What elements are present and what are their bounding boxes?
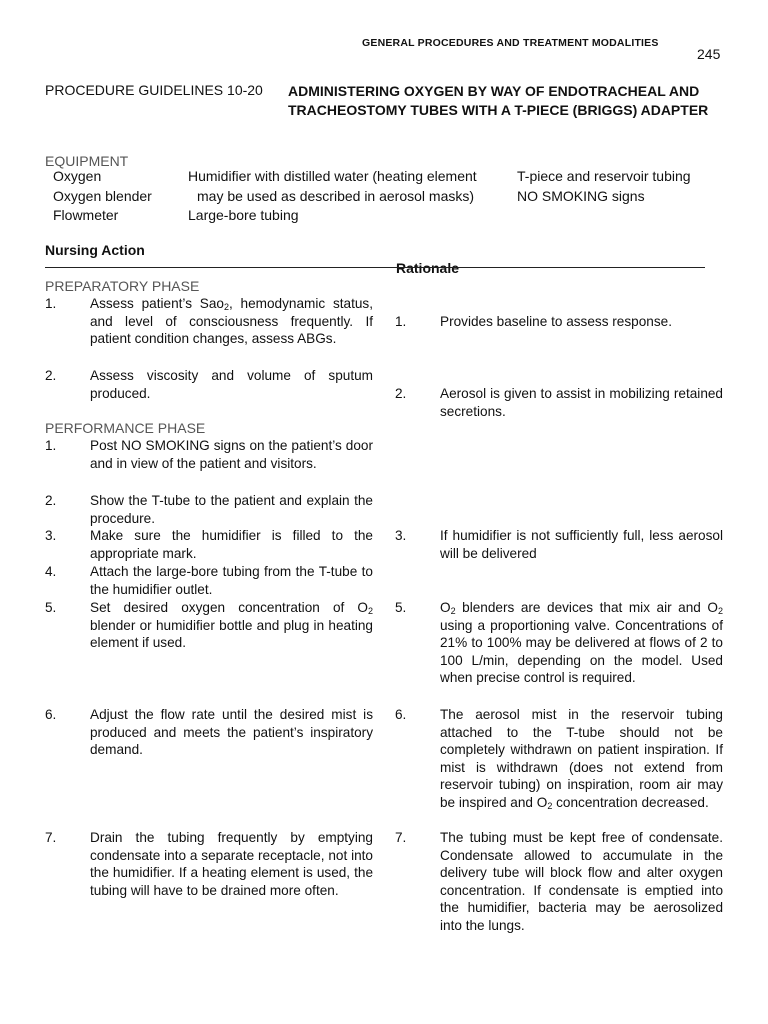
action-text: Drain the tubing frequently by emptying condensate into a separate receptacle, not into the humidifier. If a heating element is used, the tubing will have to be drained more often. bbox=[90, 830, 373, 898]
action-number: 2. bbox=[45, 493, 57, 508]
rationale-number: 1. bbox=[395, 314, 407, 329]
equipment-heading: EQUIPMENT bbox=[45, 153, 129, 169]
equipment-item: may be used as described in aerosol masks) bbox=[197, 188, 475, 204]
action-text: Show the T-tube to the patient and explain the procedure. bbox=[90, 493, 373, 526]
rationale-text: Provides baseline to assess response. bbox=[440, 314, 672, 329]
performance-phase-heading: PERFORMANCE PHASE bbox=[45, 420, 206, 436]
action-number: 4. bbox=[45, 564, 57, 579]
action-text: Attach the large-bore tubing from the T-tube to the humidifier outlet. bbox=[90, 564, 373, 597]
action-number: 7. bbox=[45, 830, 57, 845]
running-head: GENERAL PROCEDURES AND TREATMENT MODALITIES bbox=[362, 37, 659, 49]
page-number: 245 bbox=[697, 46, 721, 62]
rationale-number: 5. bbox=[395, 600, 407, 615]
rationale-text: If humidifier is not sufficiently full, less aerosol will be delivered bbox=[440, 528, 723, 561]
rationale-text: $O_2$ blenders are devices that mix air and $O_2$ using a proportioning valve. Concentrations of 21% to 100% may be delivered at flows of 2 to 100 L/min, depending on the model. Used when precise control is required. bbox=[440, 600, 723, 686]
action-number: 6. bbox=[45, 707, 57, 722]
header-rule bbox=[45, 267, 705, 268]
action-text: Post NO SMOKING signs on the patient’s door and in view of the patient and visitors. bbox=[90, 438, 373, 471]
action-text: Set desired oxygen concentration of $O_2$ blender or humidifier bottle and plug in heating element if used. bbox=[90, 600, 373, 651]
rationale-text: The aerosol mist in the reservoir tubing attached to the T-tube should not be completely withdrawn on patient inspiration. If mist is withdrawn (does not extend from reservoir tubing) on inspiration, room air may be inspired and $O_2$ concentration decreased. bbox=[440, 707, 723, 811]
rationale-number: 7. bbox=[395, 830, 407, 845]
rationale-text: The tubing must be kept free of condensate. Condensate allowed to accumulate in the delivery tube will block flow and alter oxygen concentration. If condensate is emptied into the humidifier, bacteria may be aerosolized into the lungs. bbox=[440, 830, 723, 933]
rationale-number: 2. bbox=[395, 386, 407, 401]
equipment-item: Oxygen blender bbox=[53, 188, 152, 204]
equipment-item: Humidifier with distilled water (heating element bbox=[188, 168, 477, 184]
action-text: Adjust the flow rate until the desired mist is produced and meets the patient’s inspiratory demand. bbox=[90, 707, 373, 758]
action-text: Make sure the humidifier is filled to the appropriate mark. bbox=[90, 528, 373, 561]
rationale-heading: Rationale bbox=[396, 260, 460, 276]
action-text: Assess viscosity and volume of sputum produced. bbox=[90, 368, 373, 401]
rationale-number: 6. bbox=[395, 707, 407, 722]
action-number: 1. bbox=[45, 296, 57, 311]
action-number: 5. bbox=[45, 600, 57, 615]
action-text: Assess patient’s Sao$_2$, hemodynamic status, and level of consciousness frequently. If patient condition changes, assess ABGs. bbox=[90, 296, 373, 347]
action-number: 2. bbox=[45, 368, 57, 383]
equipment-item: Large-bore tubing bbox=[188, 207, 299, 223]
procedure-title: ADMINISTERING OXYGEN BY WAY OF ENDOTRACHEAL AND TRACHEOSTOMY TUBES WITH A T-PIECE (BRIGGS) ADAPTER bbox=[288, 83, 709, 118]
rationale-text: Aerosol is given to assist in mobilizing retained secretions. bbox=[440, 386, 723, 419]
equipment-item: NO SMOKING signs bbox=[517, 188, 645, 204]
nursing-action-heading: Nursing Action bbox=[45, 242, 145, 258]
equipment-item: T-piece and reservoir tubing bbox=[517, 168, 691, 184]
action-number: 1. bbox=[45, 438, 57, 453]
equipment-item: Flowmeter bbox=[53, 207, 119, 223]
procedure-label: PROCEDURE GUIDELINES 10-20 bbox=[45, 82, 263, 98]
preparatory-phase-heading: PREPARATORY PHASE bbox=[45, 278, 200, 294]
rationale-number: 3. bbox=[395, 528, 407, 543]
equipment-item: Oxygen bbox=[53, 168, 102, 184]
action-number: 3. bbox=[45, 528, 57, 543]
